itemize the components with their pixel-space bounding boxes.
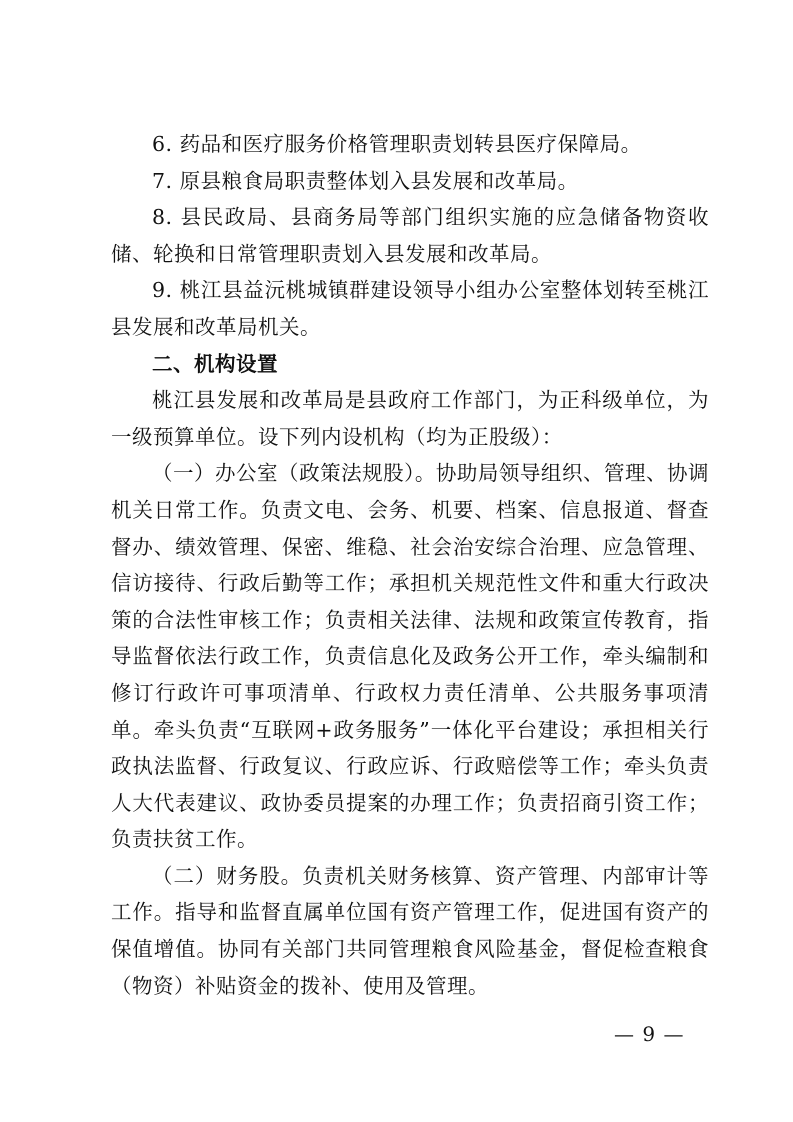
document-body (111, 126, 709, 1004)
paragraph-intro: 桃江县发展和改革局是县政府工作部门，为正科级单位，为一级预算单位。设下列内设机构（均为正股级）： (111, 388, 709, 449)
paragraph-item-6: 6. 药品和医疗服务价格管理职责划转县医疗保障局。 (152, 132, 642, 156)
section-heading: 二、机构设置 (152, 351, 278, 376)
paragraph-item-7: 7. 原县粮食局职责整体划入县发展和改革局。 (152, 168, 579, 193)
page-number: — 9 — (614, 1022, 685, 1046)
paragraph-item-9: 9. 桃江县益沅桃城镇群建设领导小组办公室整体划转至桃江县发展和改革局机关。 (111, 278, 709, 339)
paragraph-office: （一）办公室（政策法规股）。协助局领导组织、管理、协调机关日常工作。负责文电、会务、机要、档案、信息报道、督查督办、绩效管理、保密、维稳、社会治安综合治理、应急管理、信访接待、行政后勤等工作；承担机关规范性文件和重大行政决策的合法性审核工作；负责相关法律、法规和政策宣传教育，指导监督依法行政工作，负责信息化及政务公开工作，牵头编制和修订行政许可事项清单、行政权力责任清单、公共服务事项清单。牵头负责“互联网+政务服务”一体化平台建设；承担相关行政执法监督、行政复议、行政应诉、行政赔偿等工作；牵头负责人大代表建议、政协委员提案的办理工作；负责招商引资工作；负责扶贫工作。 (111, 461, 709, 852)
paragraph-finance: （二）财务股。负责机关财务核算、资产管理、内部审计等工作。指导和监督直属单位国有资产管理工作，促进国有资产的保值增值。协同有关部门共同管理粮食风险基金，督促检查粮食（物资）补贴资金的拨补、使用及管理。 (111, 863, 709, 998)
paragraph-item-8: 8. 县民政局、县商务局等部门组织实施的应急储备物资收储、轮换和日常管理职责划入县发展和改革局。 (111, 205, 709, 266)
